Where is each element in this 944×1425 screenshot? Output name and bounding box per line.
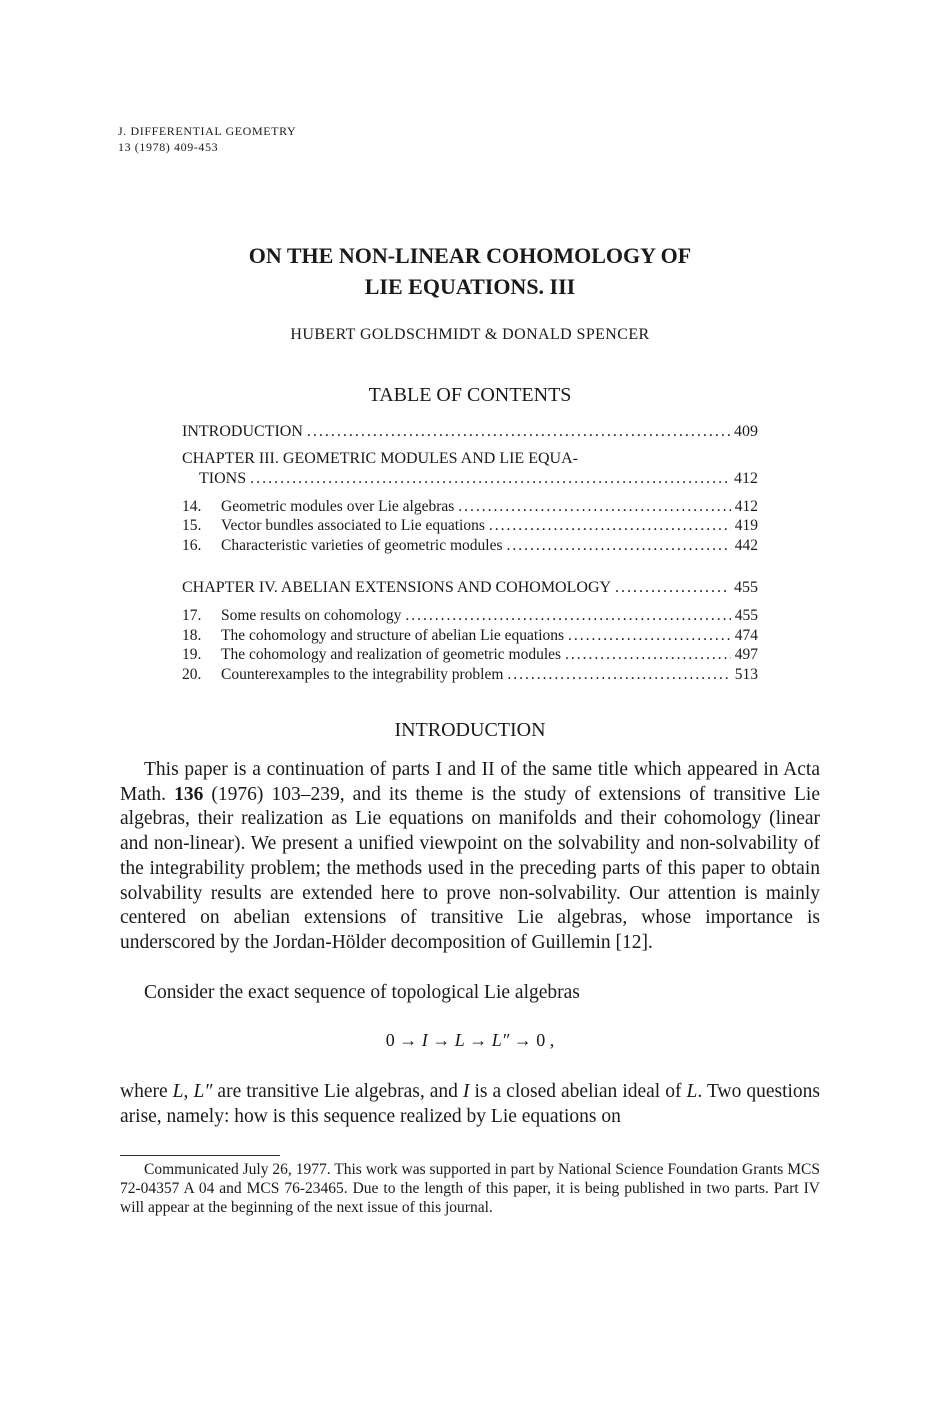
intro-paragraph-3 [120,1080,820,1129]
toc-section-number: 16. [182,537,202,554]
toc-entry-chapter3 [199,470,758,488]
toc-section-number: 15. [182,517,202,534]
p3-symbol-i: I [462,1081,470,1102]
toc-heading: TABLE OF CONTENTS [368,384,572,406]
toc-label: The cohomology and structure of abelian Lie equations [221,627,565,644]
toc-leader-dots [405,607,730,625]
p3-text: where [120,1081,173,1102]
toc-entry-section-15 [182,517,758,535]
introduction-heading: INTRODUCTION [394,719,546,741]
toc-label: CHAPTER IV. ABELIAN EXTENSIONS AND COHOMOLOGY [182,579,612,596]
intro-paragraph-2: Consider the exact sequence of topological Lie algebras [144,982,580,1003]
eq-arrow-icon: → [469,1030,488,1050]
toc-leader-dots [507,666,730,684]
eq-zero-right: 0 , [536,1030,555,1050]
p3-symbol-l-double-prime: L″ [193,1081,213,1102]
toc-page: 412 [734,470,758,487]
toc-section-number: 18. [182,627,202,644]
toc-entry-section-14 [182,498,758,516]
toc-entry-section-20 [182,666,758,684]
toc-entry-introduction [182,423,758,441]
toc-entry-section-18 [182,627,758,645]
exact-sequence-equation [120,1030,820,1051]
intro-p1-text-b: (1976) 103–239, and its theme is the study of extensions of transitive Lie algebras, their realization as Lie equations on manifolds and their cohomology (linear and non-linear). We present a unified viewpoint on the solvability and non-solvability of the integrability problem; the methods used in the preceding parts of this paper to obtain solvability results are extended here to prove non-solvability. Our attention is mainly centered on abelian extensions of transitive Lie algebras, whose importance is underscored by the Jordan-Hölder decomposition of Guillemin [12]. [120,783,820,953]
eq-zero-left: 0 [385,1030,395,1050]
toc-page: 442 [734,537,758,554]
p3-text: , [183,1081,194,1102]
journal-name: J. DIFFERENTIAL GEOMETRY [118,124,297,138]
toc-leader-dots [458,498,730,516]
eq-arrow-icon: → [513,1030,532,1050]
toc-entry-section-19 [182,646,758,664]
eq-ideal-i: I [421,1030,428,1050]
toc-label: TIONS [199,470,247,487]
footnote-rule [120,1155,280,1156]
p3-text: is a closed abelian ideal of [469,1081,687,1102]
p3-text: are transitive Lie algebras, and [212,1081,463,1102]
toc-page: 513 [734,666,758,683]
toc-page: 409 [734,423,758,440]
toc-label: Geometric modules over Lie algebras [221,498,455,515]
toc-leader-dots [615,579,730,597]
toc-leader-dots [489,517,731,535]
toc-label: Characteristic varieties of geometric modules [221,537,503,554]
toc-page: 419 [734,517,758,534]
toc-page: 412 [734,498,758,515]
toc-page: 474 [734,627,758,644]
toc-section-number: 17. [182,607,202,624]
eq-arrow-icon: → [432,1030,451,1050]
toc-entry-section-17 [182,607,758,625]
paper-title-line2: LIE EQUATIONS. III [364,274,576,299]
toc-leader-dots [568,627,731,645]
toc-entry-chapter4 [182,579,758,597]
journal-volume: 13 (1978) 409-453 [118,140,219,154]
toc-section-number: 14. [182,498,202,515]
toc-label: The cohomology and realization of geometric modules [221,646,562,663]
toc-page: 455 [734,579,758,596]
toc-entry-section-16 [182,537,758,555]
toc-page: 455 [734,607,758,624]
toc-label: INTRODUCTION [182,423,303,440]
toc-label: Some results on cohomology [221,607,402,624]
p3-symbol-l: L [172,1081,184,1102]
toc-leader-dots [506,537,730,555]
toc-leader-dots [307,423,730,441]
p3-text: . Two questions arise, namely: how is this sequence realized by Lie equations on [120,1081,821,1127]
authors: HUBERT GOLDSCHMIDT & DONALD SPENCER [290,326,650,343]
eq-algebra-l: L [454,1030,465,1050]
paper-title-line1: ON THE NON-LINEAR COHOMOLOGY OF [248,243,692,268]
p3-symbol-l: L [686,1081,698,1102]
eq-arrow-icon: → [399,1030,418,1050]
intro-p1-volume: 136 [174,783,204,805]
footnote: Communicated July 26, 1977. This work was supported in part by National Science Foundation Grants MCS 72-04357 A 04 and MCS 76-23465. Due to the length of this paper, it is being published in two parts. Part IV will appear at the beginning of the next issue of this journal. [120,1161,820,1216]
toc-label: Counterexamples to the integrability problem [221,666,504,683]
toc-section-number: 19. [182,646,202,663]
journal-header [118,123,296,155]
eq-algebra-l-double-prime: L″ [491,1030,510,1050]
toc-section-number: 20. [182,666,202,683]
toc-leader-dots [250,470,730,488]
toc-label: Vector bundles associated to Lie equations [221,517,485,534]
toc-leader-dots [565,646,731,664]
toc-chapter3-line1: CHAPTER III. GEOMETRIC MODULES AND LIE EQUA- [182,450,578,467]
toc-page: 497 [734,646,758,663]
intro-p1-text-a: This paper is a continuation of parts I and II of the same title which appeared in Acta Math. [120,759,820,805]
intro-paragraph-1 [120,758,820,956]
